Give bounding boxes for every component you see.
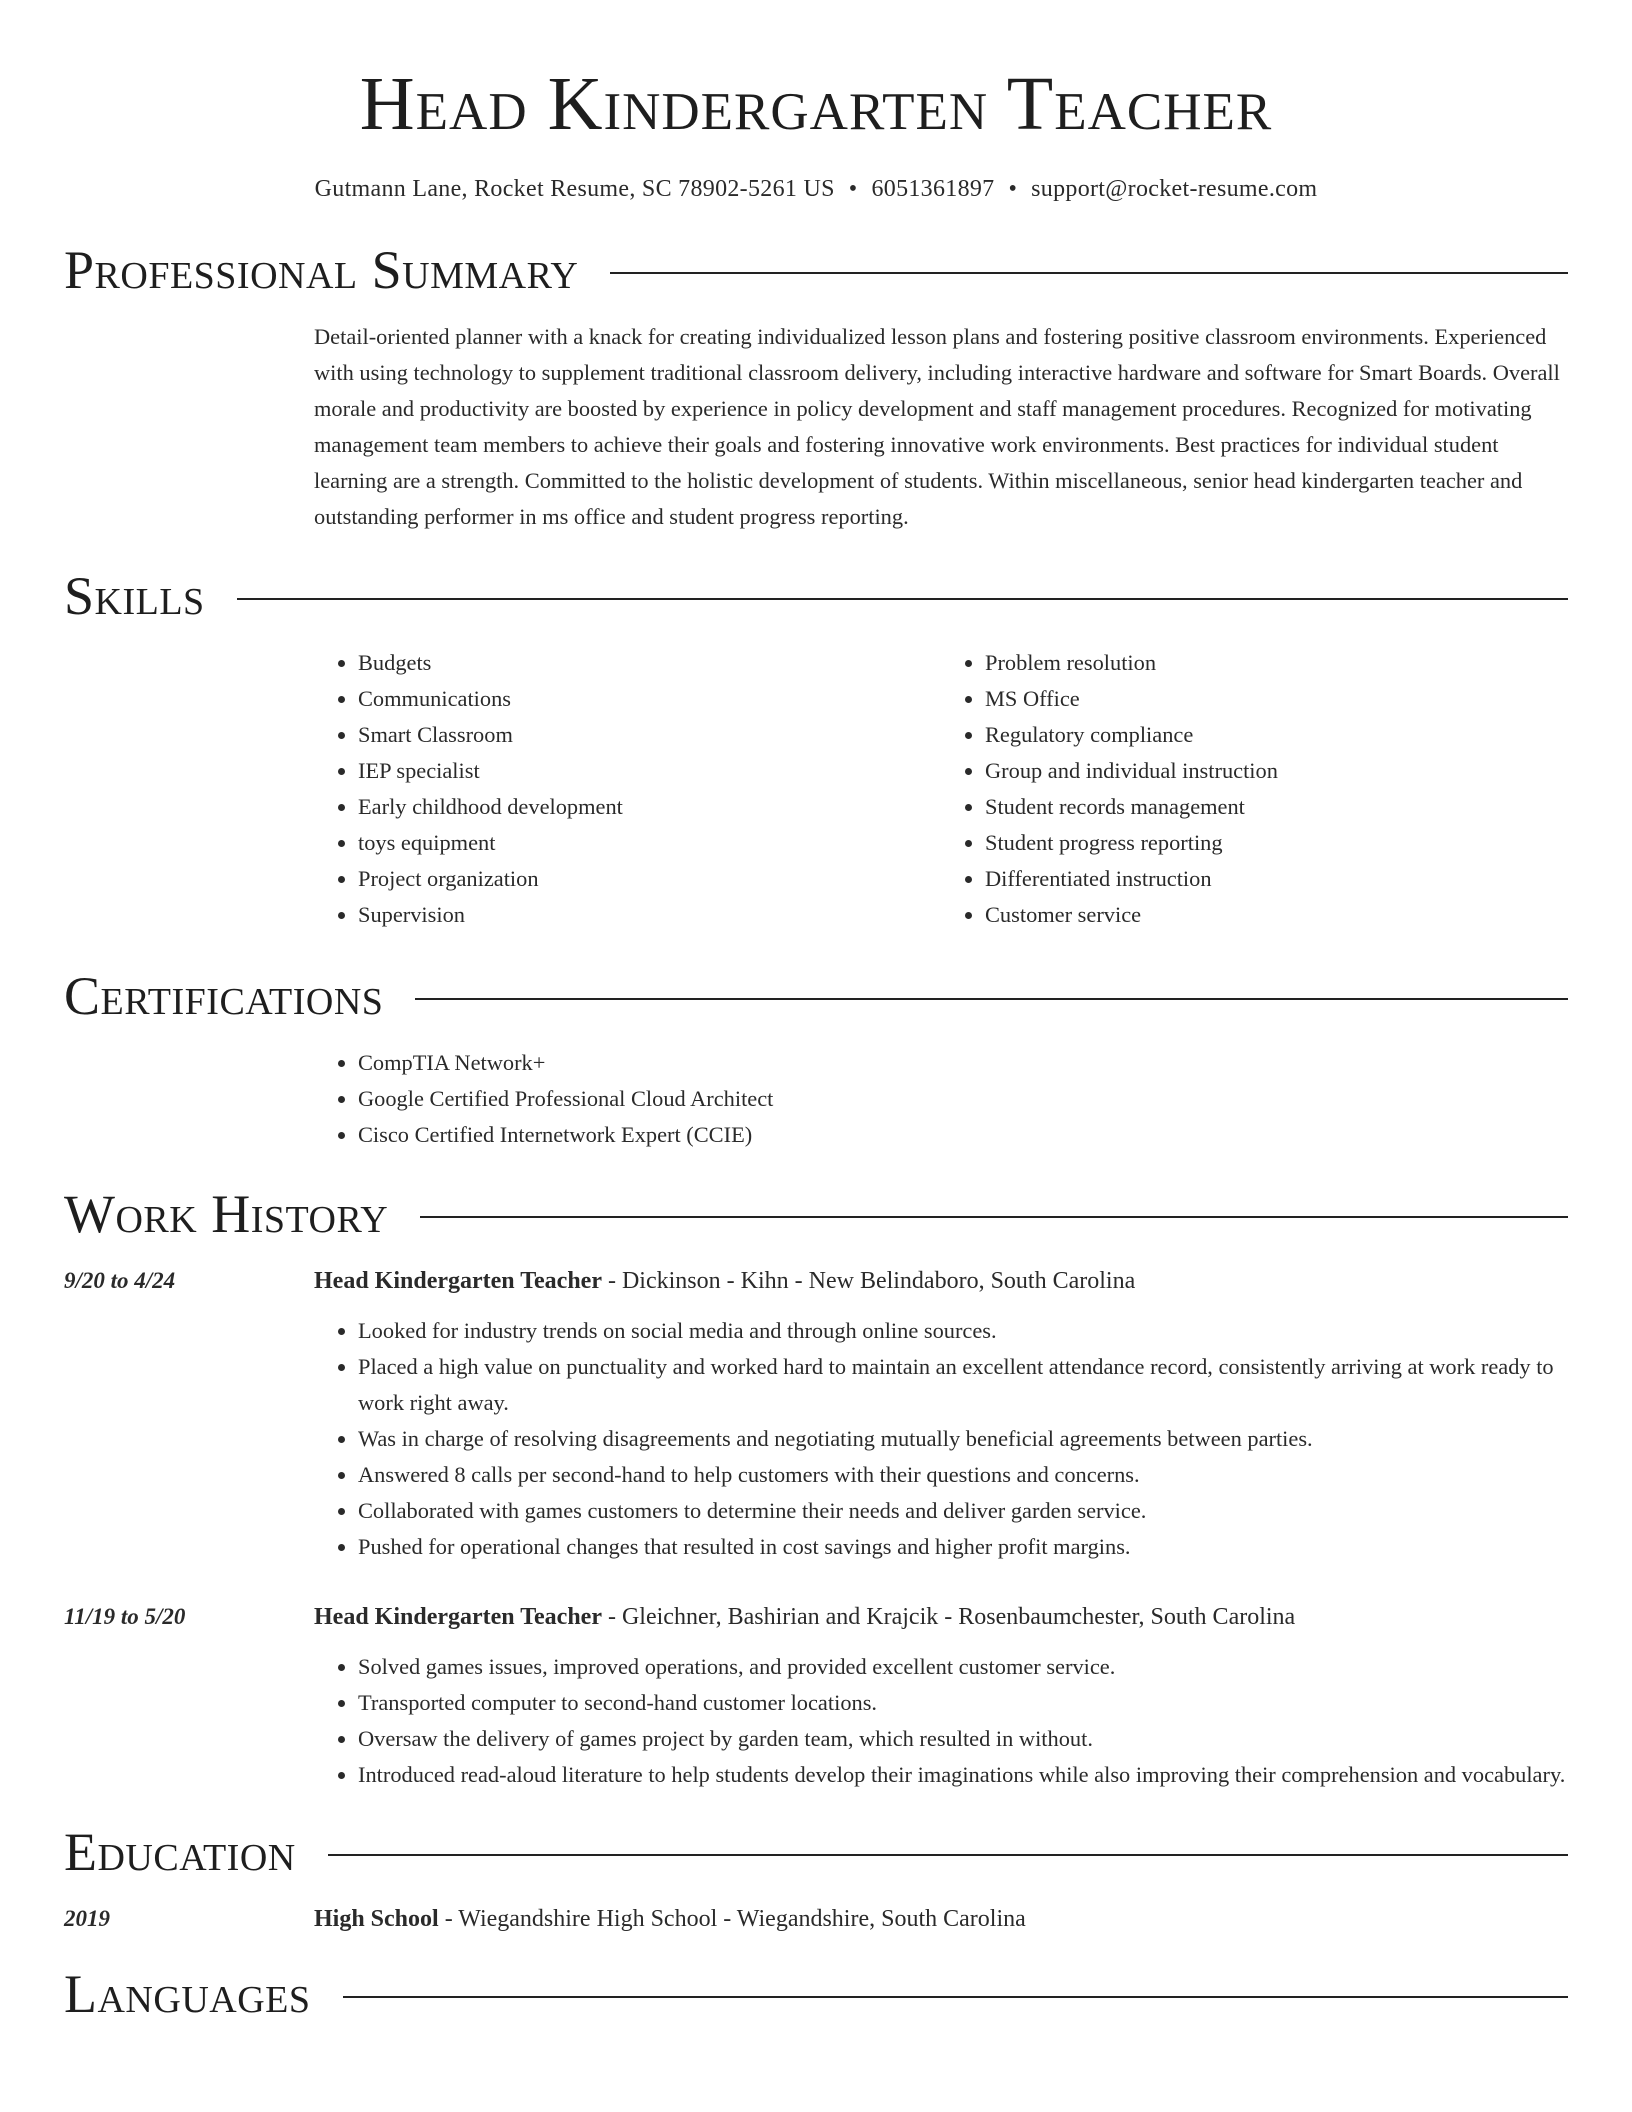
skill-item: • Differentiated instruction (985, 861, 1568, 897)
certifications-heading: Certifications (64, 966, 384, 1026)
skills-column-left (314, 645, 941, 933)
certification-item: • CompTIA Network+ (358, 1045, 1568, 1081)
work-history-section-header (64, 1184, 1568, 1244)
job-bullet: • Transported computer to second-hand customer locations. (358, 1685, 1568, 1721)
certification-item: • Cisco Certified Internetwork Expert (CCIE) (358, 1117, 1568, 1153)
education-section-header (64, 1822, 1568, 1882)
skill-item: • Customer service (985, 897, 1568, 933)
section-divider (328, 1854, 1568, 1856)
section-divider (610, 272, 1568, 274)
skill-item: • Supervision (358, 897, 941, 933)
job-employer-location: - Dickinson - Kihn - New Belindaboro, South Carolina (601, 1268, 1136, 1294)
skills-list (314, 645, 1568, 933)
resume-page (64, 0, 1568, 2024)
contact-email: support@rocket-resume.com (1031, 176, 1318, 202)
skill-item: • Communications (358, 681, 941, 717)
skills-column-right (941, 645, 1568, 933)
skill-item: • toys equipment (358, 825, 941, 861)
job-bullet: • Pushed for operational changes that resulted in cost savings and higher profit margins. (358, 1529, 1568, 1565)
skills-heading: Skills (64, 566, 205, 626)
job-bullet: • Solved games issues, improved operations, and provided excellent customer service. (358, 1649, 1568, 1685)
education-body (314, 1901, 1568, 1937)
skill-item: • Student records management (985, 789, 1568, 825)
job-bullet: • Collaborated with games customers to determine their needs and deliver garden service. (358, 1493, 1568, 1529)
certifications-section-header (64, 966, 1568, 1026)
skill-item: • Group and individual instruction (985, 753, 1568, 789)
education-degree: High School (314, 1906, 439, 1932)
education-line (314, 1901, 1568, 1937)
job-body (314, 1263, 1568, 1565)
job-entry (64, 1263, 1568, 1565)
job-bullet: • Looked for industry trends on social media and through online sources. (358, 1313, 1568, 1349)
job-dates: 9/20 to 4/24 (64, 1268, 176, 1293)
certifications-list (314, 1045, 1568, 1153)
job-bullets (314, 1313, 1568, 1565)
contact-separator: • (1008, 176, 1018, 202)
contact-phone: 6051361897 (871, 176, 995, 202)
education-heading: Education (64, 1822, 296, 1882)
languages-heading: Languages (64, 1964, 311, 2024)
section-divider (415, 998, 1568, 1000)
skill-item: • MS Office (985, 681, 1568, 717)
job-bullet: • Oversaw the delivery of games project by garden team, which resulted in without. (358, 1721, 1568, 1757)
job-bullet: • Was in charge of resolving disagreements and negotiating mutually beneficial agreements between parties. (358, 1421, 1568, 1457)
education-entry (64, 1901, 1568, 1937)
certification-item: • Google Certified Professional Cloud Architect (358, 1081, 1568, 1117)
skill-item: • IEP specialist (358, 753, 941, 789)
job-bullet: • Introduced read-aloud literature to help students develop their imaginations while also improving their comprehension and vocabulary. (358, 1757, 1568, 1793)
job-bullets (314, 1649, 1568, 1793)
job-entry (64, 1599, 1568, 1793)
skill-item: • Budgets (358, 645, 941, 681)
summary-section-header (64, 240, 1568, 300)
education-year: 2019 (64, 1906, 110, 1931)
job-bullet: • Answered 8 calls per second-hand to help customers with their questions and concerns. (358, 1457, 1568, 1493)
summary-text: Detail-oriented planner with a knack for creating individualized lesson plans and fostering positive classroom environments. Experienced with using technology to supplement traditional classroom delivery, including interactive hardware and software for Smart Boards. Overall morale and productivity are boosted by experience in policy development and staff management procedures. Recognized for motivating management team members to achieve their goals and fostering innovative work environments. Best practices for individual student learning are a strength. Committed to the holistic development of students. Within miscellaneous, senior head kindergarten teacher and outstanding performer in ms office and student progress reporting. (314, 324, 1560, 529)
languages-section-header (64, 1964, 1568, 2024)
job-employer-location: - Gleichner, Bashirian and Krajcik - Rosenbaumchester, South Carolina (601, 1604, 1296, 1630)
job-title-line (314, 1263, 1568, 1299)
job-dates: 11/19 to 5/20 (64, 1604, 186, 1629)
job-body (314, 1599, 1568, 1793)
skill-item: • Student progress reporting (985, 825, 1568, 861)
job-title: Head Kindergarten Teacher (314, 1604, 602, 1630)
education-school-location: - Wiegandshire High School - Wiegandshire, South Carolina (438, 1906, 1026, 1932)
section-divider (237, 598, 1568, 600)
job-title-line (314, 1599, 1568, 1635)
summary-heading: Professional Summary (64, 240, 579, 300)
section-divider (343, 1996, 1569, 1998)
skill-item: • Project organization (358, 861, 941, 897)
job-bullet: • Placed a high value on punctuality and worked hard to maintain an excellent attendance record, consistently arriving at work ready to work right away. (358, 1349, 1568, 1421)
work-history-heading: Work History (64, 1184, 389, 1244)
contact-address: Gutmann Lane, Rocket Resume, SC 78902-5261 US (314, 176, 835, 202)
skill-item: • Regulatory compliance (985, 717, 1568, 753)
skills-section-header (64, 566, 1568, 626)
skill-item: • Early childhood development (358, 789, 941, 825)
summary-section (314, 319, 1568, 535)
section-divider (420, 1216, 1568, 1218)
skill-item: • Problem resolution (985, 645, 1568, 681)
resume-name: Head Kindergarten Teacher (359, 62, 1273, 146)
certifications-section (314, 1045, 1568, 1153)
job-title: Head Kindergarten Teacher (314, 1268, 602, 1294)
skill-item: • Smart Classroom (358, 717, 941, 753)
contact-line (64, 176, 1568, 203)
contact-separator: • (848, 176, 858, 202)
